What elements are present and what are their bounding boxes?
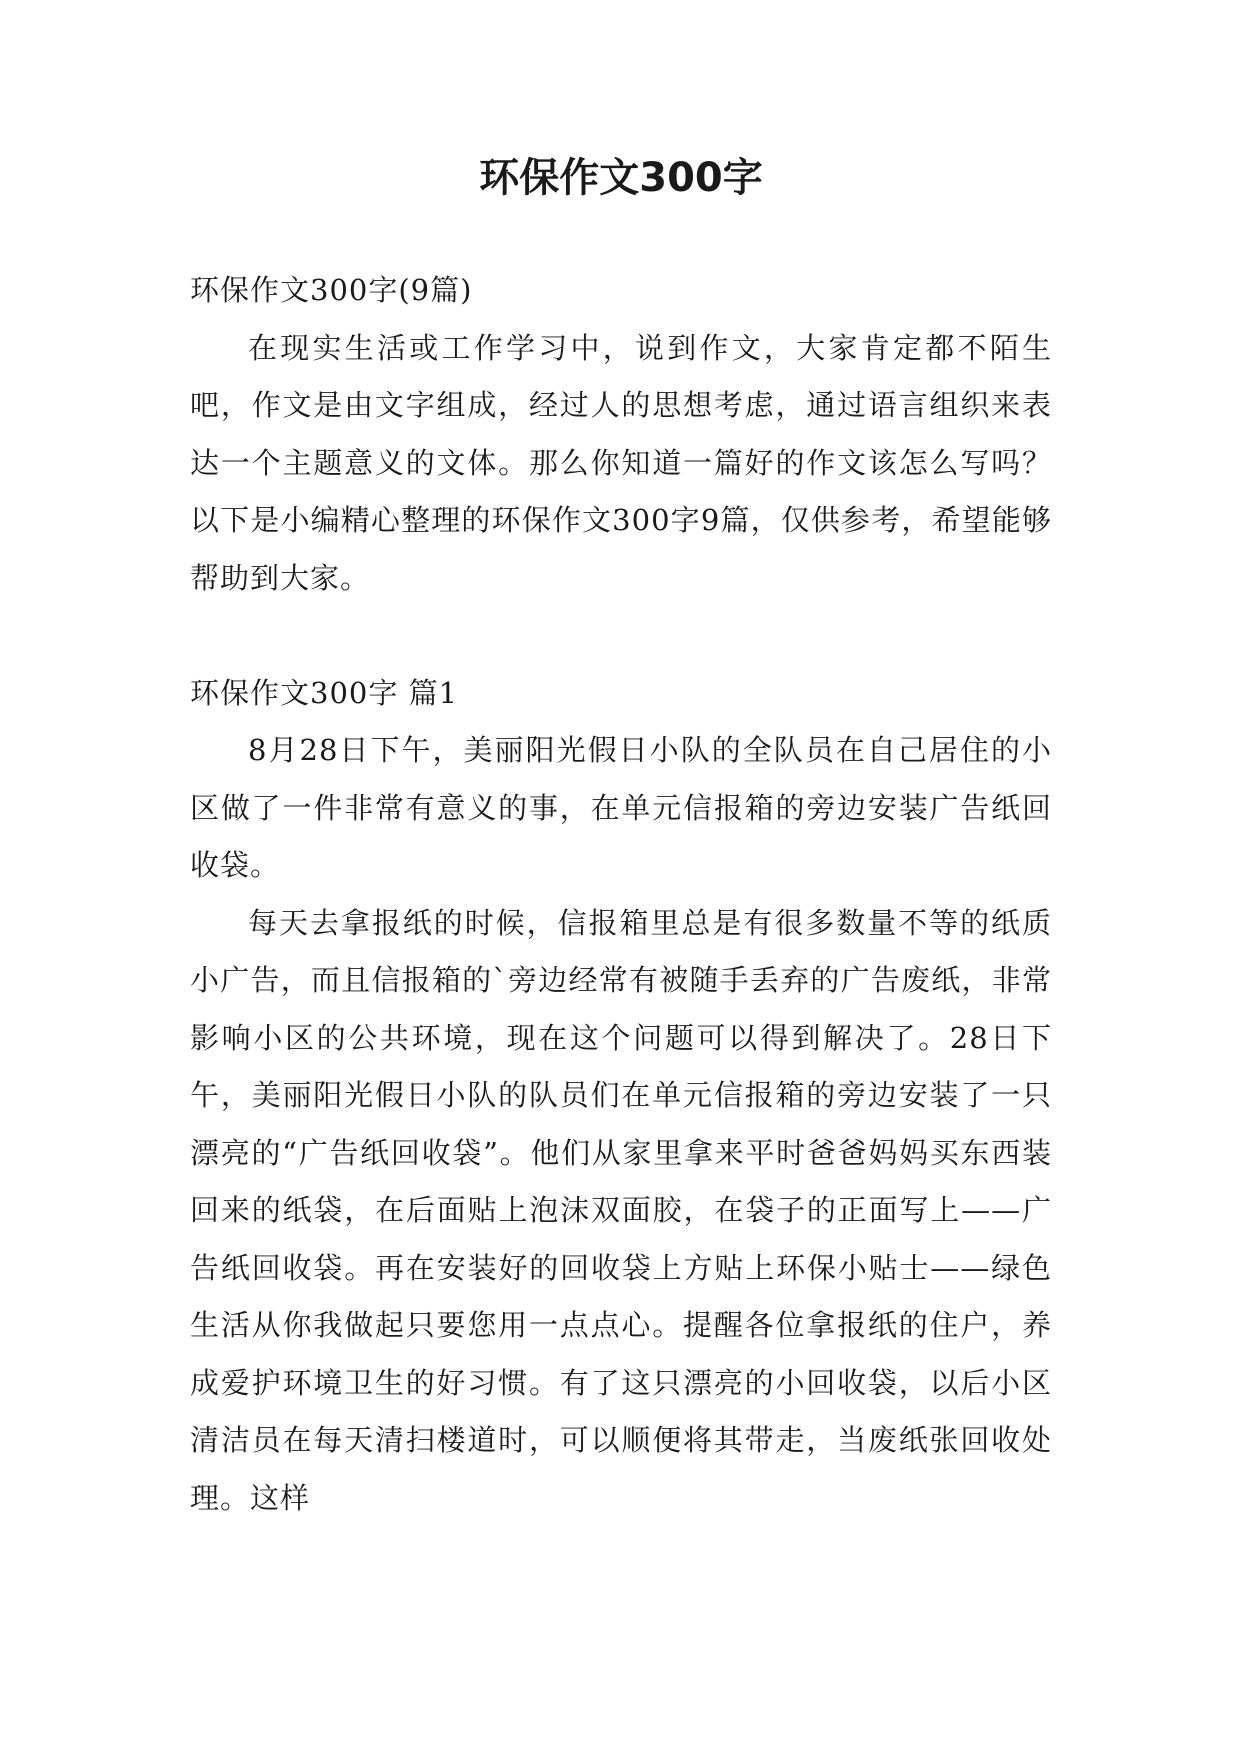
body-paragraph: 每天去拿报纸的时候，信报箱里总是有很多数量不等的纸质小广告，而且信报箱的`旁边经常有被随手丢弃的广告废纸，非常影响小区的公共环境，现在这个问题可以得到解决了。28日下午，美丽阳光假日小队的队员们在单元信报箱的旁边安装了一只漂亮的“广告纸回收袋”。他们从家里拿来平时爸爸妈妈买东西装回来的纸袋，在后面贴上泡沫双面胶，在袋子的正面写上——广告纸回收袋。再在安装好的回收袋上方贴上环保小贴士——绿色生活从你我做起只要您用一点点心。提醒各位拿报纸的住户，养成爱护环境卫生的好习惯。有了这只漂亮的小回收袋，以后小区清洁员在每天清扫楼道时，可以顺便将其带走，当废纸张回收处理。这样	[190, 905, 1052, 1515]
page-title: 环保作文300字	[479, 155, 763, 201]
document-subtitle: 环保作文300字(9篇)	[190, 273, 473, 307]
document-body	[190, 262, 1052, 1527]
intro-paragraph: 在现实生活或工作学习中，说到作文，大家肯定都不陌生吧，作文是由文字组成，经过人的思想考虑，通过语言组织来表达一个主题意义的文体。那么你知道一篇好的作文该怎么写吗？以下是小编精心整理的环保作文300字9篇，仅供参考，希望能够帮助到大家。	[190, 330, 1052, 595]
section-spacer	[190, 607, 1052, 665]
section-heading: 环保作文300字 篇1	[190, 675, 459, 710]
body-paragraph: 8月28日下午，美丽阳光假日小队的全队员在自己居住的小区做了一件非常有意义的事，在单元信报箱的旁边安装广告纸回收袋。	[190, 733, 1052, 882]
